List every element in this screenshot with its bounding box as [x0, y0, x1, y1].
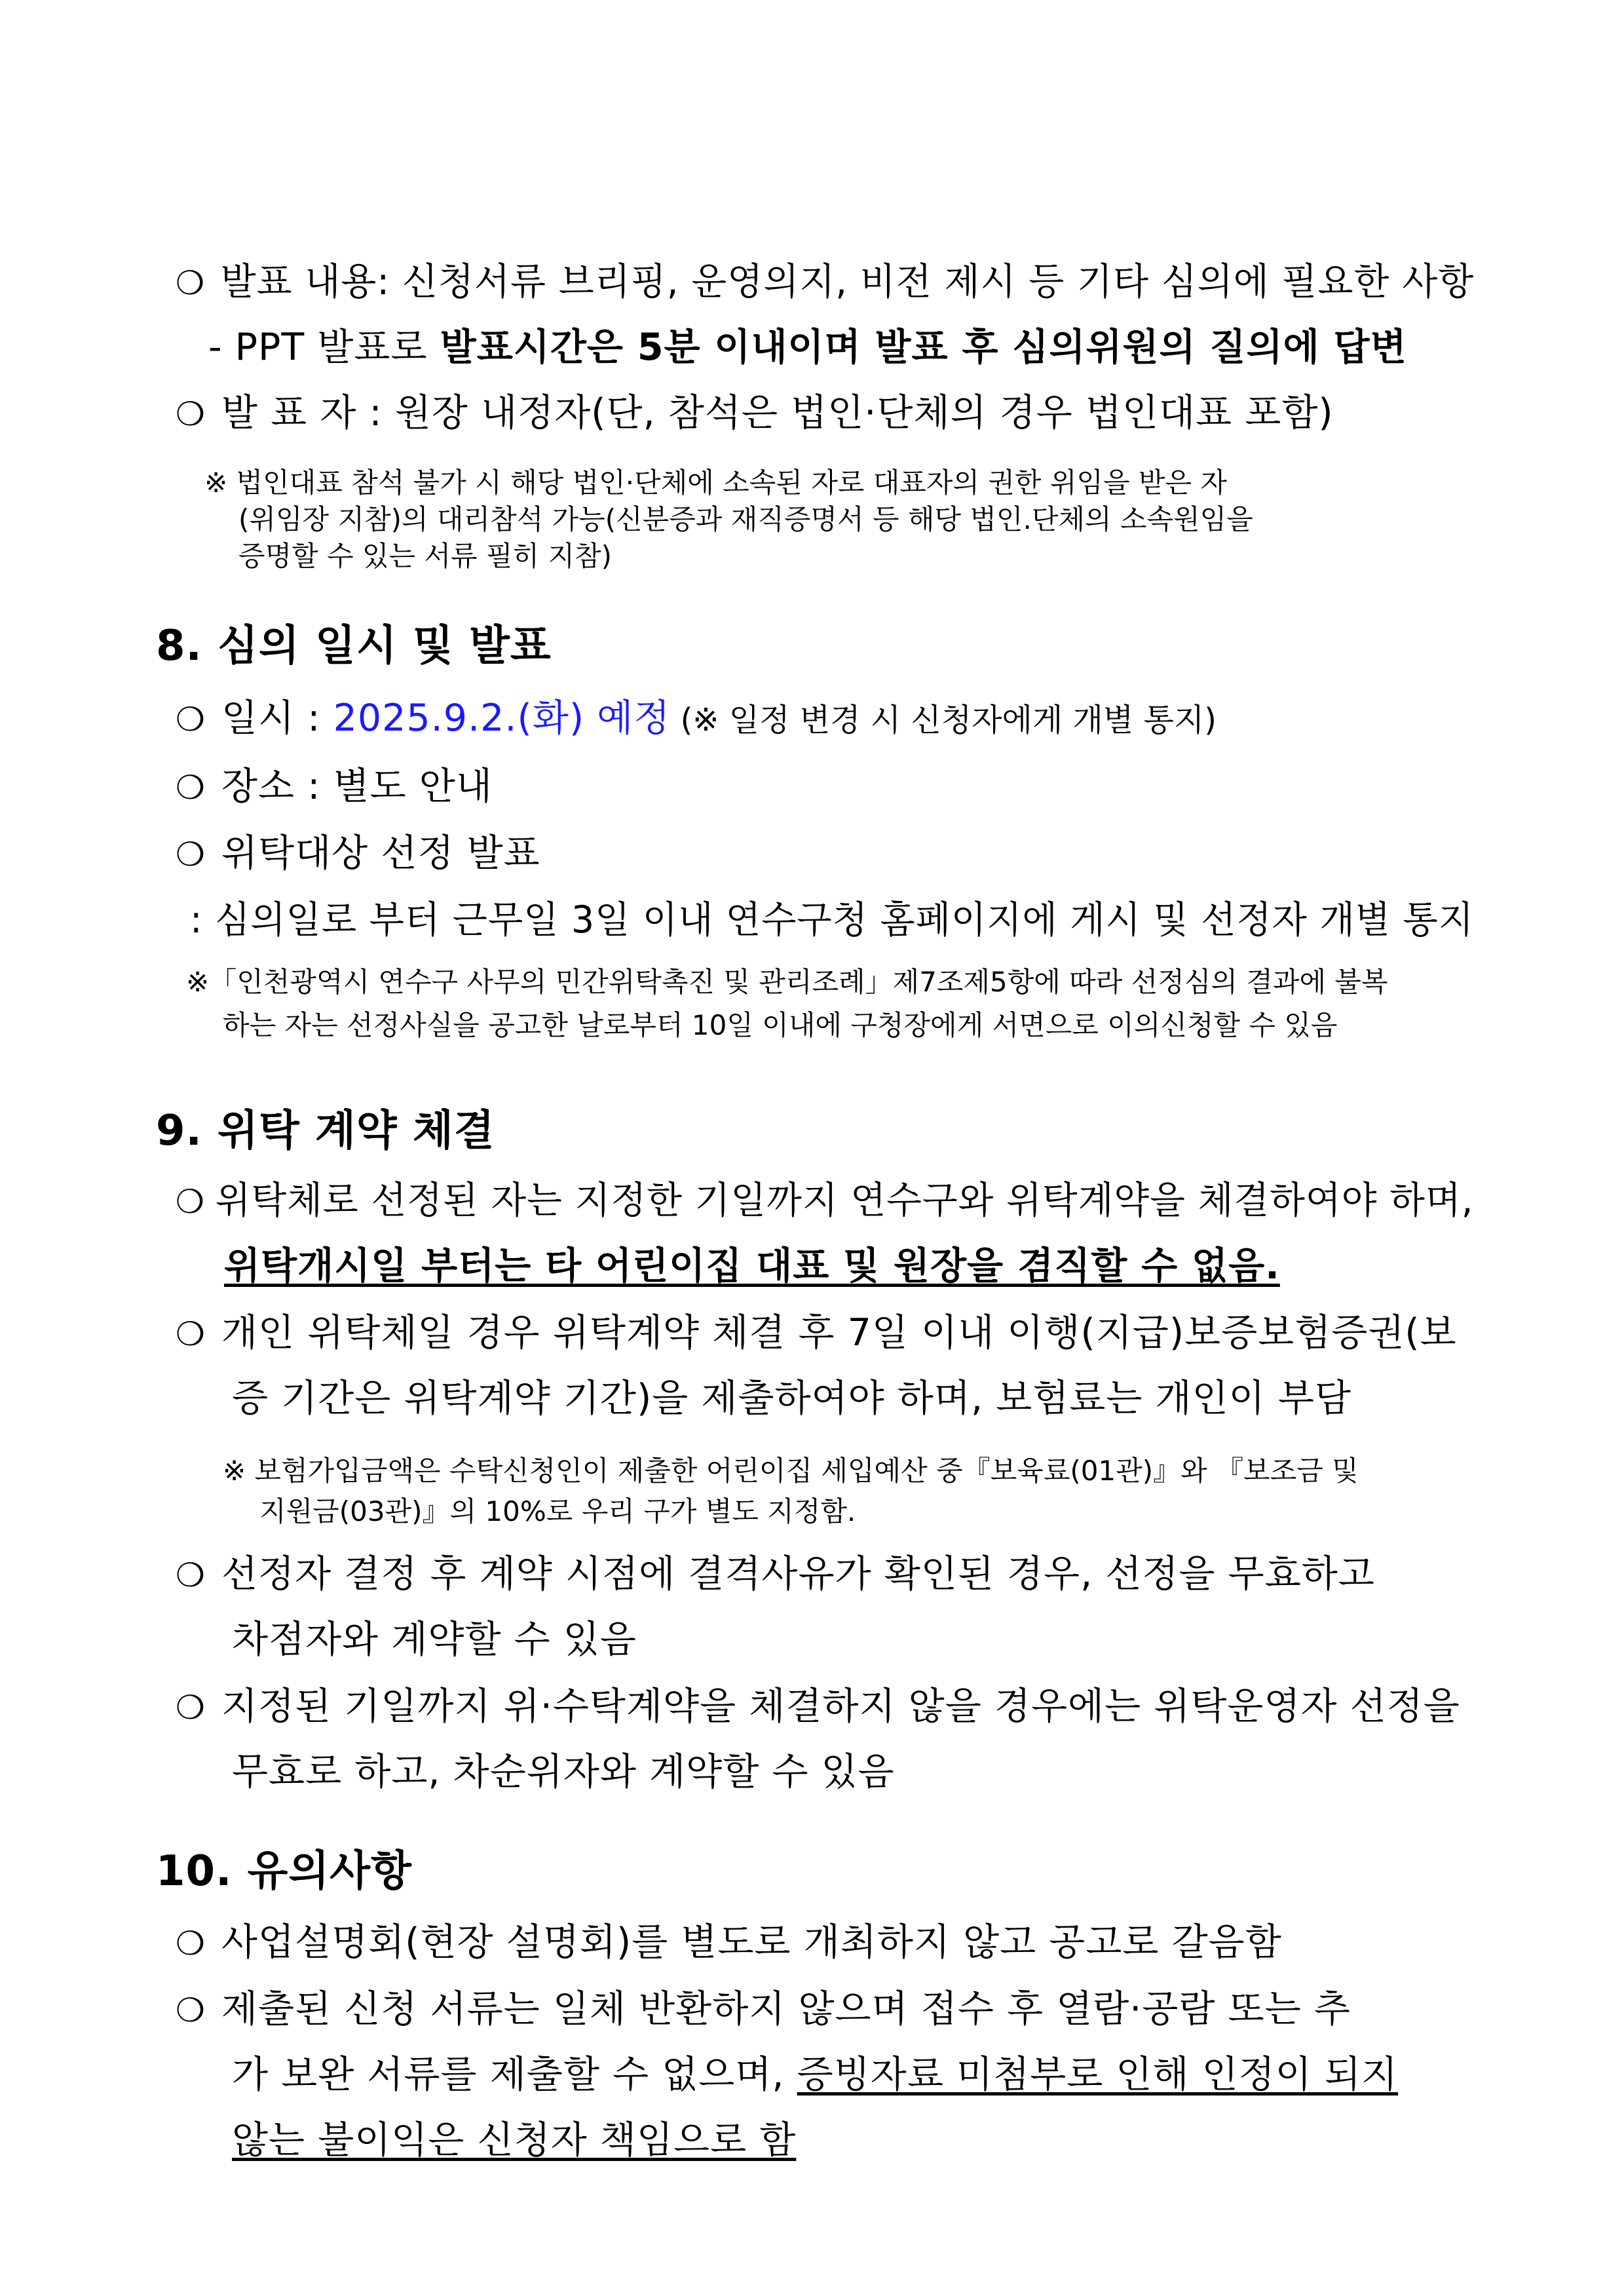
notice-item-2-underlined: 증빙자료 미첨부로 인해 인정이 되지	[797, 2053, 1399, 2096]
contract-item-4-line-2: 무효로 하고, 차순위자와 계약할 수 있음	[232, 1750, 895, 1793]
contract-item-1-text: 위탁체로 선정된 자는 지정한 기일까지 연수구와 위탁계약을 체결하여야 하며,	[215, 1179, 1474, 1222]
section-9-heading: 9. 위탁 계약 체결	[156, 1107, 495, 1155]
no-concurrent-office-notice: 위탁개시일 부터는 타 어린이집 대표 및 원장을 겸직할 수 없음.	[224, 1244, 1280, 1288]
presenter-item	[176, 391, 1334, 435]
circle-bullet-icon: ❍	[176, 1991, 206, 2029]
notice-item-2-line-3: 않는 불이익은 신청자 책임으로 함	[232, 2118, 797, 2162]
notice-item-2-text: 제출된 신청 서류는 일체 반환하지 않으며 접수 후 열람·공람 또는 추	[221, 1987, 1351, 2031]
contract-item-3-line-2: 차점자와 계약할 수 있음	[232, 1618, 637, 1661]
review-date-label: 일시 :	[221, 697, 333, 740]
presenter-note-line-3: 증명할 수 있는 서류 필히 지참)	[238, 540, 613, 572]
circle-bullet-icon: ❍	[176, 395, 206, 433]
presenter-text: 발 표 자 : 원장 내정자(단, 참석은 법인·단체의 경우 법인대표 포함)	[221, 391, 1334, 434]
circle-bullet-icon: ❍	[176, 1183, 205, 1221]
objection-note-line-1: ※「인천광역시 연수구 사무의 민간위탁촉진 및 관리조례」제7조제5항에 따라 선정심의 결과에 불복	[186, 966, 1388, 998]
contract-item-4-text: 지정된 기일까지 위·수탁계약을 체결하지 않을 경우에는 위탁운영자 선정을	[221, 1685, 1460, 1728]
circle-bullet-icon: ❍	[176, 769, 206, 807]
circle-bullet-icon: ❍	[176, 1315, 206, 1353]
circle-bullet-icon: ❍	[176, 264, 205, 302]
presentation-time-prefix: - PPT 발표로	[208, 326, 440, 369]
contract-item-2-line-2: 증 기간은 위탁계약 기간)을 제출하여야 하며, 보험료는 개인이 부담	[232, 1377, 1351, 1420]
review-date-item	[176, 696, 1217, 740]
objection-note-line-2: 하는 자는 선정사실을 공고한 날로부터 10일 이내에 구청장에게 서면으로 이의신청할 수 있음	[223, 1009, 1338, 1041]
selection-announce-text: 위탁대상 선정 발표	[221, 832, 540, 875]
circle-bullet-icon: ❍	[176, 835, 206, 873]
notice-item-1	[176, 1920, 1282, 1964]
selection-announce-item	[176, 831, 540, 875]
contract-item-1-line-1	[176, 1178, 1473, 1223]
contract-item-2-line-1	[176, 1311, 1457, 1355]
contract-item-2-text: 개인 위탁체일 경우 위탁계약 체결 후 7일 이내 이행(지급)보증보험증권(보	[221, 1311, 1457, 1354]
presenter-note-line-1: ※ 법인대표 참석 불가 시 해당 법인·단체에 소속된 자로 대표자의 권한 위임을 받은 자	[204, 467, 1227, 499]
circle-bullet-icon: ❍	[176, 700, 206, 738]
review-place-item	[176, 764, 493, 809]
review-date-value: 2025.9.2.(화) 예정	[333, 697, 671, 740]
section-10-heading: 10. 유의사항	[156, 1847, 412, 1896]
notice-item-1-text: 사업설명회(현장 설명회)를 별도로 개최하지 않고 공고로 갈음함	[221, 1921, 1282, 1964]
insurance-note-line-2: 지원금(03관)』의 10%로 우리 구가 별도 지정함.	[259, 1495, 856, 1527]
contract-item-4-line-1	[176, 1684, 1460, 1729]
review-place-text: 장소 : 별도 안내	[221, 765, 493, 808]
review-date-note: (※ 일정 변경 시 신청자에게 개별 통지)	[670, 702, 1217, 738]
section-8-heading: 8. 심의 일시 및 발표	[156, 622, 552, 670]
notice-item-2-plain: 가 보완 서류를 제출할 수 없으며,	[232, 2053, 797, 2096]
presentation-time-line	[208, 325, 1407, 370]
notice-item-2-line-1	[176, 1987, 1351, 2031]
presentation-content-text: 발표 내용: 신청서류 브리핑, 운영의지, 비전 제시 등 기타 심의에 필요한 사항	[220, 260, 1475, 303]
contract-item-3-text: 선정자 결정 후 계약 시점에 결격사유가 확인된 경우, 선정을 무효하고	[221, 1552, 1375, 1596]
circle-bullet-icon: ❍	[176, 1556, 206, 1594]
circle-bullet-icon: ❍	[176, 1689, 206, 1727]
insurance-note-line-1: ※ 보험가입금액은 수탁신청인이 제출한 어린이집 세입예산 중『보육료(01관)』와 『보조금 및	[223, 1455, 1359, 1487]
notice-item-2-line-2	[232, 2052, 1398, 2097]
selection-announce-detail: : 심의일로 부터 근무일 3일 이내 연수구청 홈페이지에 게시 및 선정자 개별 통지	[190, 898, 1475, 942]
presentation-time-bold: 발표시간은 5분 이내이며 발표 후 심의위원의 질의에 답변	[440, 326, 1407, 369]
presenter-note-line-2: (위임장 지참)의 대리참석 가능(신분증과 재직증명서 등 해당 법인.단체의 소속원임을	[238, 503, 1253, 535]
circle-bullet-icon: ❍	[176, 1924, 206, 1962]
presentation-content-item	[176, 259, 1474, 304]
contract-item-3-line-1	[176, 1552, 1375, 1596]
